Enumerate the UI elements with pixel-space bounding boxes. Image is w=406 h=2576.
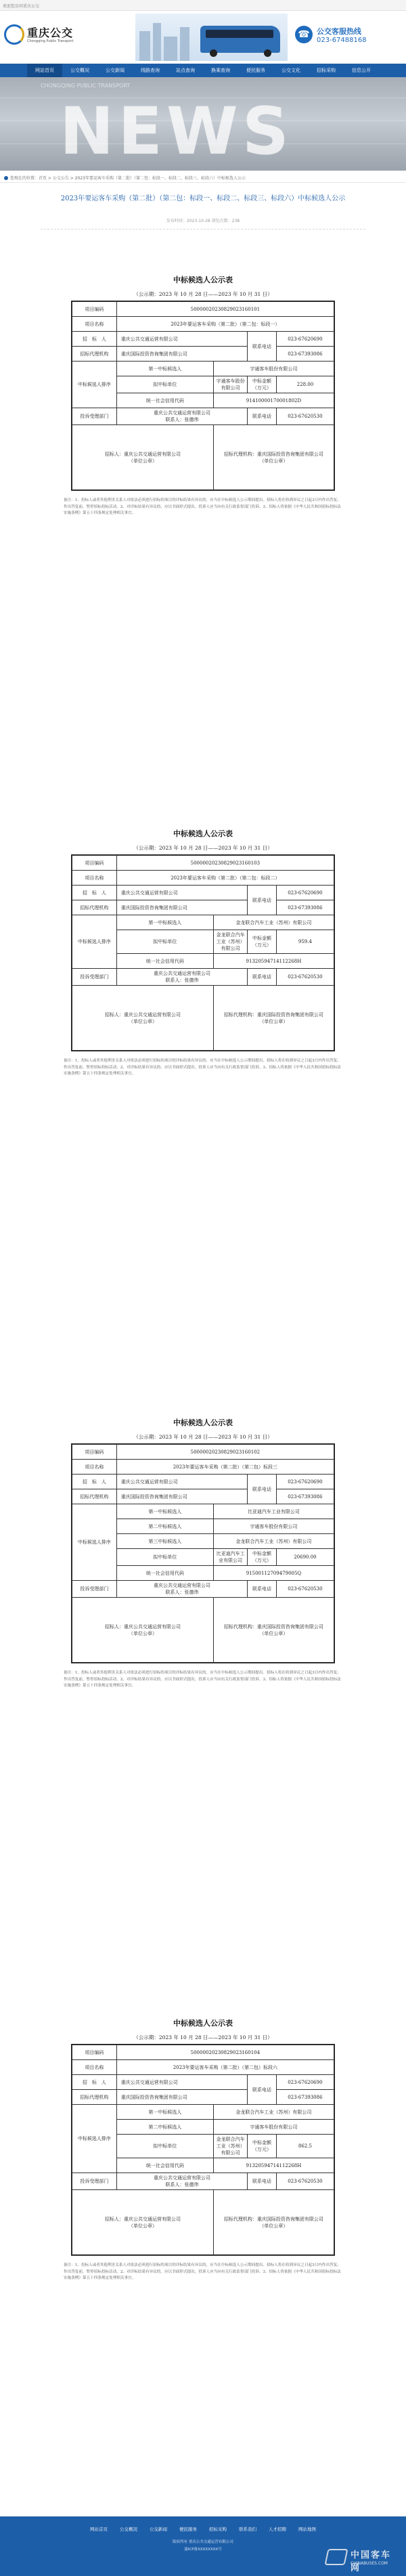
table-row: 投诉受理部门 重庆公共交通运营有限公司 联系人：张德伟 联系电话 023-67620530 bbox=[72, 2173, 334, 2190]
notice-remark: 备注：1、投标人或者其他利害关系人对依法必须进行招标的项目的评标结果有异议的，应当在中标候选人公示期间提出。招标人将在收到异议之日起3日内作出答复；作出答复前，暂停招标投标活动。2、对评标结果有异议的，应以书面形式提出，投诉人应当向有关行政监督部门投诉。3、招标人将依据《中华人民共和国招标投标法实施条例》第五十四条规定处理相关事宜。 bbox=[64, 1059, 341, 1076]
banner-news-word: NEWS bbox=[60, 93, 293, 169]
nav-item-home[interactable]: 网站首页 bbox=[27, 64, 62, 77]
notice-3 bbox=[0, 1417, 406, 1690]
table-row: 拟中标单位 比亚迪汽车工业有限公司 中标金额（万元） 20690.00 bbox=[72, 1549, 334, 1566]
table-row: 统一社会信用代码 91410000170001802D bbox=[72, 393, 334, 408]
watermark-icon bbox=[324, 2549, 348, 2565]
breadcrumb bbox=[0, 171, 406, 183]
notice-table bbox=[71, 1443, 335, 1663]
watermark-text: 中国客车网 bbox=[351, 2550, 392, 2573]
table-row: 招标人：重庆公共交通运营有限公司 （单位公章） 招标代理机构：重庆国际投资咨询集团有限公司 （单位公章） bbox=[72, 986, 334, 1051]
footer-copyright: 版权所有 重庆公共交通运营有限公司 bbox=[173, 2540, 233, 2544]
site-logo[interactable] bbox=[4, 22, 74, 56]
notice-period: （公示期：2023 年 10 月 28 日——2023 年 10 月 31 日） bbox=[133, 1434, 273, 1440]
article-title: 2023年要运客车采购（第二批）（第二包：标段一、标段二、标段三、标段六）中标候选人公示 bbox=[60, 195, 346, 202]
site-footer bbox=[0, 2516, 406, 2576]
nav-item-transfer-search[interactable]: 换乘查询 bbox=[211, 68, 230, 73]
nav-item-procurement[interactable]: 招标采购 bbox=[317, 68, 336, 73]
table-row: 项目名称 2023年要运客车采购（第二批）（第二包）标段六 bbox=[72, 2060, 334, 2075]
banner-subtext: CHONGQING PUBLIC TRANSPORT bbox=[41, 83, 131, 89]
table-row: 招标人：重庆公共交通运营有限公司 （单位公章） 招标代理机构：重庆国际投资咨询集团有限公司 （单位公章） bbox=[72, 1598, 334, 1663]
table-row: 统一社会信用代码 91320594714112268H bbox=[72, 954, 334, 969]
notice-table bbox=[71, 2044, 335, 2256]
watermark-logo bbox=[326, 2548, 401, 2571]
notice-table bbox=[71, 854, 335, 1051]
notice-period: （公示期：2023 年 10 月 28 日——2023 年 10 月 31 日） bbox=[133, 291, 273, 297]
news-banner bbox=[0, 77, 406, 171]
site-header bbox=[0, 11, 406, 64]
location-icon bbox=[4, 176, 8, 180]
table-row: 招 标 人 重庆公共交通运营有限公司 联系电话 023-67620690 bbox=[72, 886, 334, 900]
notice-1 bbox=[0, 274, 406, 517]
table-row: 第二中标候选人 宇通客车股份有限公司 bbox=[72, 2120, 334, 2135]
hotline-block bbox=[295, 26, 397, 49]
table-row: 项目名称 2023年要运客车采购（第二批）（第二包：标段二） bbox=[72, 871, 334, 886]
table-row: 中标候选人排序 第一中标候选人 比亚迪汽车工业有限公司 bbox=[72, 1504, 334, 1519]
nav-item-services[interactable]: 便民服务 bbox=[246, 68, 265, 73]
watermark-subtext: CHINABUSES.COM bbox=[351, 2561, 388, 2566]
footer-link-sitemap[interactable]: 网站地图 bbox=[298, 2527, 316, 2532]
notice-period: （公示期：2023 年 10 月 28 日——2023 年 10 月 31 日） bbox=[133, 2034, 273, 2040]
nav-item-about[interactable]: 公交概况 bbox=[70, 68, 89, 73]
table-row: 招 标 人 重庆公共交通运营有限公司 联系电话 023-67620690 bbox=[72, 2075, 334, 2090]
nav-item-disclosure[interactable]: 信息公开 bbox=[352, 68, 371, 73]
table-row: 统一社会信用代码 91320594714112268H bbox=[72, 2158, 334, 2173]
logo-subtext: Chongqing Public Transport bbox=[27, 39, 74, 43]
table-row: 拟中标单位 宇通客车股份有限公司 中标金额（万元） 228.00 bbox=[72, 376, 334, 393]
table-row: 统一社会信用代码 91500112709479005Q bbox=[72, 1566, 334, 1581]
footer-link-news[interactable]: 公交新闻 bbox=[150, 2527, 167, 2532]
phone-icon: ☎ bbox=[295, 26, 313, 43]
footer-link-contact[interactable]: 联系我们 bbox=[239, 2527, 256, 2532]
notice-4 bbox=[0, 2017, 406, 2282]
table-row: 项目名称 2023年要运客车采购（第二批）（第二包：标段一） bbox=[72, 317, 334, 332]
notice-2 bbox=[0, 828, 406, 1078]
notice-remark: 备注：1、投标人或者其他利害关系人对依法必须进行招标的项目的评标结果有异议的，应当在中标候选人公示期间提出。招标人将在收到异议之日起3日内作出答复；作出答复前，暂停招标投标活动。2、对评标结果有异议的，应以书面形式提出，投诉人应当向有关行政监督部门投诉。3、招标人将依据《中华人民共和国招标投标法实施条例》第五十四条规定处理相关事宜。 bbox=[64, 2263, 341, 2280]
breadcrumb-text[interactable]: 您现在的位置：首页 > 公交公告 > 2023年要运客车采购（第二批）（第二包：标段一、标段二、标段三、标段六）中标候选人公示 bbox=[10, 176, 246, 181]
table-row: 项目编码 50000020230829023160101 bbox=[72, 302, 334, 317]
table-row: 第三中标候选人 金龙联合汽车工业（苏州）有限公司 bbox=[72, 1534, 334, 1549]
notice-title: 中标候选人公示表 bbox=[173, 829, 233, 838]
logo-emblem-icon bbox=[4, 24, 24, 45]
table-row: 投诉受理部门 重庆公共交通运营有限公司 联系人：张德伟 联系电话 023-67620530 bbox=[72, 1581, 334, 1598]
table-row: 中标候选人排序 第一中标候选人 金龙联合汽车工业（苏州）有限公司 bbox=[72, 2105, 334, 2120]
nav-item-stop-search[interactable]: 站点查询 bbox=[176, 68, 195, 73]
notice-title: 中标候选人公示表 bbox=[173, 276, 233, 284]
table-row: 招标人：重庆公共交通运营有限公司 （单位公章） 招标代理机构：重庆国际投资咨询集团有限公司 （单位公章） bbox=[72, 425, 334, 490]
nav-item-culture[interactable]: 公交文化 bbox=[281, 68, 300, 73]
notice-title: 中标候选人公示表 bbox=[173, 1418, 233, 1427]
footer-link-procurement[interactable]: 招标采购 bbox=[209, 2527, 227, 2532]
table-row: 第二中标候选人 宇通客车股份有限公司 bbox=[72, 1519, 334, 1534]
table-row: 招标代理机构 重庆国际投资咨询集团有限公司 023-67393086 bbox=[72, 2090, 334, 2105]
hotline-number: 023-67488168 bbox=[317, 37, 367, 44]
footer-link-about[interactable]: 公交概况 bbox=[120, 2527, 137, 2532]
footer-link-jobs[interactable]: 人才招聘 bbox=[269, 2527, 286, 2532]
notice-title: 中标候选人公示表 bbox=[173, 2019, 233, 2028]
hotline-title: 公交客服热线 bbox=[317, 27, 361, 36]
article-meta: 发布时间：2023-10-28 浏览次数：238 bbox=[41, 217, 365, 230]
table-row: 招 标 人 重庆公共交通运营有限公司 联系电话 023-67620690 bbox=[72, 1475, 334, 1489]
table-row: 招 标 人 重庆公共交通运营有限公司 联系电话 023-67620690 bbox=[72, 332, 334, 347]
table-row: 项目编码 50000020230829023160103 bbox=[72, 856, 334, 871]
welcome-text: 欢迎您访问重庆公交 bbox=[3, 4, 40, 9]
table-row: 项目编码 50000020230829023160104 bbox=[72, 2045, 334, 2060]
table-row: 项目编码 50000020230829023160102 bbox=[72, 1445, 334, 1460]
table-row: 拟中标单位 金龙联合汽车工业（苏州）有限公司 中标金额（万元） 862.5 bbox=[72, 2135, 334, 2158]
notice-period: （公示期：2023 年 10 月 28 日——2023 年 10 月 31 日） bbox=[133, 845, 273, 851]
main-nav bbox=[0, 64, 406, 77]
top-welcome-bar bbox=[0, 0, 406, 11]
table-row: 招标代理机构 重庆国际投资咨询集团有限公司 023-67393086 bbox=[72, 347, 334, 362]
footer-link-services[interactable]: 便民服务 bbox=[179, 2527, 197, 2532]
footer-icp[interactable]: 渝ICP备XXXXXXXX号 bbox=[184, 2548, 222, 2552]
table-row: 招标代理机构 重庆国际投资咨询集团有限公司 023-67393086 bbox=[72, 1489, 334, 1504]
table-row: 拟中标单位 金龙联合汽车工业（苏州）有限公司 中标金额（万元） 959.4 bbox=[72, 930, 334, 954]
footer-link-home[interactable]: 网站首页 bbox=[90, 2527, 108, 2532]
table-row: 中标候选人排序 第一中标候选人 金龙联合汽车工业（苏州）有限公司 bbox=[72, 915, 334, 930]
nav-item-news[interactable]: 公交新闻 bbox=[106, 68, 125, 73]
logo-text: 重庆公交 bbox=[27, 26, 74, 39]
table-row: 投诉受理部门 重庆公共交通运营有限公司 联系人：张德伟 联系电话 023-67620530 bbox=[72, 969, 334, 986]
table-row: 中标候选人排序 第一中标候选人 宇通客车股份有限公司 bbox=[72, 362, 334, 376]
notice-remark: 备注：1、投标人或者其他利害关系人对依法必须进行招标的项目的评标结果有异议的，应当在中标候选人公示期间提出。招标人将在收到异议之日起3日内作出答复；作出答复前，暂停招标投标活动。2、对评标结果有异议的，应以书面形式提出，投诉人应当向有关行政监督部门投诉。3、招标人将依据《中华人民共和国招标投标法实施条例》第五十四条规定处理相关事宜。 bbox=[64, 1671, 341, 1688]
header-bus-image bbox=[135, 14, 288, 61]
notice-table bbox=[71, 301, 335, 491]
table-row: 招标人：重庆公共交通运营有限公司 （单位公章） 招标代理机构：重庆国际投资咨询集团有限公司 （单位公章） bbox=[72, 2190, 334, 2255]
footer-links bbox=[0, 2516, 406, 2532]
table-row: 项目名称 2023年要运客车采购（第二批）（第二包）标段三 bbox=[72, 1460, 334, 1475]
nav-item-route-search[interactable]: 线路查询 bbox=[141, 68, 160, 73]
notice-remark: 备注：1、投标人或者其他利害关系人对依法必须进行招标的项目的评标结果有异议的，应当在中标候选人公示期间提出。招标人将在收到异议之日起3日内作出答复；作出答复前，暂停招标投标活动。2、对评标结果有异议的，应以书面形式提出，投诉人应当向有关行政监督部门投诉。3、招标人将依据《中华人民共和国招标投标法实施条例》第五十四条规定处理相关事宜。 bbox=[64, 498, 341, 515]
table-row: 投诉受理部门 重庆公共交通运营有限公司 联系人：张德伟 联系电话 023-67620530 bbox=[72, 408, 334, 425]
table-row: 招标代理机构 重庆国际投资咨询集团有限公司 023-67393086 bbox=[72, 900, 334, 915]
